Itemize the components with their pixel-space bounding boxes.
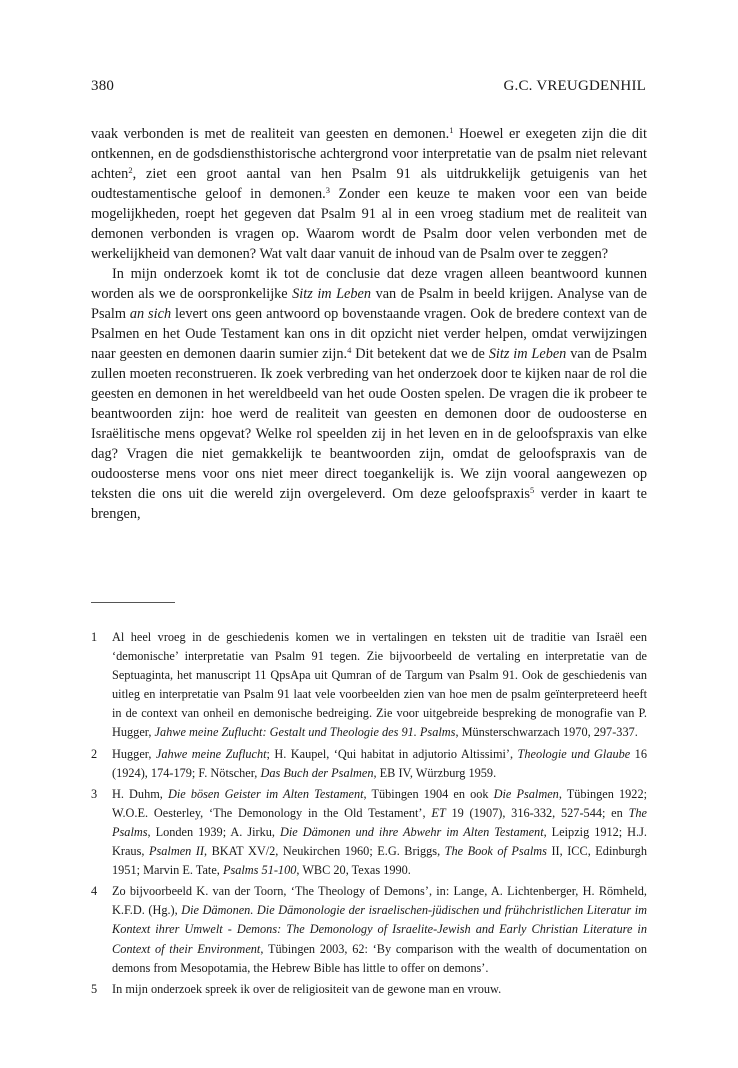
footnote [91,882,647,977]
text-run: Hugger, [112,746,156,761]
text-run: II, ICC, Edinburgh 1951; Marvin E. Tate, [112,844,647,878]
footnote-reference: 5 [529,485,535,495]
text-run: 16 (1924), 174-179; F. Nötscher, [112,746,647,780]
italic-text: Die Psalmen [493,786,559,801]
text-run: Zonder een keuze te maken voor een van beide mogelijkheden, roept het gegeven dat Psalm 91 al in een vroeg stadium met de realiteit van demonen verbonden is vragen op. Waarom wordt de Psalm door velen verbonden met de werkelijkheid van demonen? Wat valt daar vanuit de inhoud van de Psalm over te zeggen? [91,186,647,262]
italic-text: Jahwe meine Zuflucht [155,746,267,761]
text-run: , Leipzig 1912; H.J. Kraus, [112,824,647,859]
footnote [91,745,647,783]
footnote-number: 1 [91,630,98,644]
text-run: Zo bijvoorbeeld K. van der Toorn, ‘The Theology of Demons’, in: Lange, A. Lichtenberger, H. Römheld, K.F.D. (Hg.), [112,884,647,918]
footnote-number: 3 [91,786,98,801]
running-title: G.C. VREUGDENHIL [503,78,646,94]
footnote [91,785,647,880]
footnote-number: 5 [91,981,98,996]
footnote-number: 4 [91,884,98,899]
text-run: van de Psalm in beeld krijgen. Analyse van de Psalm [91,286,648,322]
italic-text: Psalmen II [148,844,204,859]
italic-text: Die bösen Geister im Alten Testament [167,786,364,801]
italic-text: Sitz im Leben [488,346,567,362]
text-run: H. Duhm, [112,786,168,801]
italic-text: an sich [129,306,172,322]
italic-text: Jahwe meine Zuflucht: Gestalt und Theologie des 91. Psalms [154,725,456,740]
italic-text: The Book of Psalms [444,844,547,859]
page-number: 380 [91,78,115,94]
footnote-text [112,745,647,783]
italic-text: Die Dämonen. Die Dämonologie der israelischen-jüdischen und frühchristlichen Literatur im Kontext ihrer Umwelt - Demons: The Demonology of Israelite-Jewish and Early Christian Literature in Context of their Environment [112,903,647,956]
text-run: Al heel vroeg in de geschiedenis komen we in vertalingen en teksten uit de traditie van Israël een ‘demonische’ interpretatie van Psalm 91 tegen. Zie bijvoorbeeld de vertaling en interpretatie van de Septuaginta, het manuscript 11 QpsApa uit Qumran of de Targum van Psalm 91. Ook de geschiedenis van uitleg en interpretatie van Psalm 91 laat vele voorbeelden zien van hoe men de psalm geïnterpreteerd heeft in de context van onheil en demonische bedreiging. Zie voor uitgebreide bespreking de monografie van P. Hugger, [112,630,647,740]
text-run: , Münsterschwarzach 1970, 297-337. [455,725,638,740]
text-run: 19 (1907), 316-332, 527-544; en [445,805,629,820]
text-run: Dit betekent dat we de [351,346,489,362]
text-run: , ziet een groot aantal van hen Psalm 91 als uitdrukkelijk getuigenis van het oudtestamentische geloof in demonen. [91,166,647,202]
footnote-reference: 1 [449,125,454,135]
text-run: Hoewel er exegeten zijn die dit ontkennen, en de godsdiensthistorische achtergrond voor interpretatie van de psalm niet relevant achten [91,126,647,182]
text-run: , WBC 20, Texas 1990. [296,863,411,878]
text-run: , BKAT XV/2, Neukirchen 1960; E.G. Briggs, [204,844,445,859]
footnotes [91,628,647,1001]
italic-text: The Psalms [112,805,648,839]
text-run: van de Psalm zullen moeten reconstrueren. Ik zoek verbreding van het onderzoek door te kijken naar de rol die geesten en demonen in het wereldbeeld van het oude Oosten spelen. De vragen die ik probeer te beantwoorden zijn: hoe werd de realiteit van geesten en demonen door de oudoosterse en Israëlitische mens opgevat? Welke rol speelden zij in het leven en in de geloofspraxis van elke dag? Vragen die niet gemakkelijk te beantwoorden zijn, omdat de geloofspraxis van de oudoosterse mens voor ons niet meer direct toegankelijk is. We zijn vooral aangewezen op teksten die ons uit die wereld zijn overgeleverd. Om deze geloofspraxis [91,346,647,502]
footnote-text [112,882,647,977]
footnote-reference: 4 [347,345,352,355]
italic-text: Sitz im Leben [292,286,372,302]
footnote-text [112,628,647,743]
text-run: vaak verbonden is met de realiteit van geesten en demonen. [91,126,450,142]
text-run: ; H. Kaupel, ‘Qui habitat in adjutorio Altissimi’, [266,746,518,761]
paragraph [91,264,647,524]
text-run: EB IV, Würzburg 1959. [376,765,497,780]
main-text [91,124,647,524]
italic-text: Die Dämonen und ihre Abwehr im Alten Testament [279,824,544,839]
italic-text: ET [431,805,446,820]
italic-text: Theologie und Glaube [517,746,631,761]
text-run: verder in kaart te brengen, [91,486,647,522]
text-run: In mijn onderzoek komt ik tot de conclusie dat deze vragen alleen beantwoord kunnen worden als we de oorspronkelijke [91,266,647,302]
text-run: In mijn onderzoek spreek ik over de religiositeit van de gewone man en vrouw. [112,981,502,996]
footnote-text [112,785,647,880]
text-run: , Tübingen 1904 en ook [363,786,494,801]
text-run: , Londen 1939; A. Jirku, [147,824,280,839]
footnote-separator [91,602,175,603]
paragraph [91,124,647,264]
text-run: , Tübingen 1922; W.O.E. Oesterley, ‘The Demonology in the Old Testament’, [112,786,648,820]
text-run: , Tübingen 2003, 62: ‘By comparison with the wealth of documentation on demons from Mesopotamia, the Hebrew Bible has little to offer on demons’. [112,941,647,975]
footnote-text [112,980,647,999]
footnote-number: 2 [91,746,98,761]
text-run: levert ons geen antwoord op bovenstaande vragen. Ook de bredere context van de Psalmen en het Oude Testament kan ons in dit opzicht niet verder helpen, omdat verwijzingen naar geesten en demonen daarin sumier zijn. [91,306,647,362]
footnote-reference: 3 [325,185,330,195]
italic-text: Psalms 51-100 [222,863,297,878]
footnote [91,980,647,999]
footnote [91,628,647,743]
footnote-reference: 2 [128,165,133,175]
italic-text: Das Buch der Psalmen, [260,765,377,780]
running-header [91,78,646,95]
